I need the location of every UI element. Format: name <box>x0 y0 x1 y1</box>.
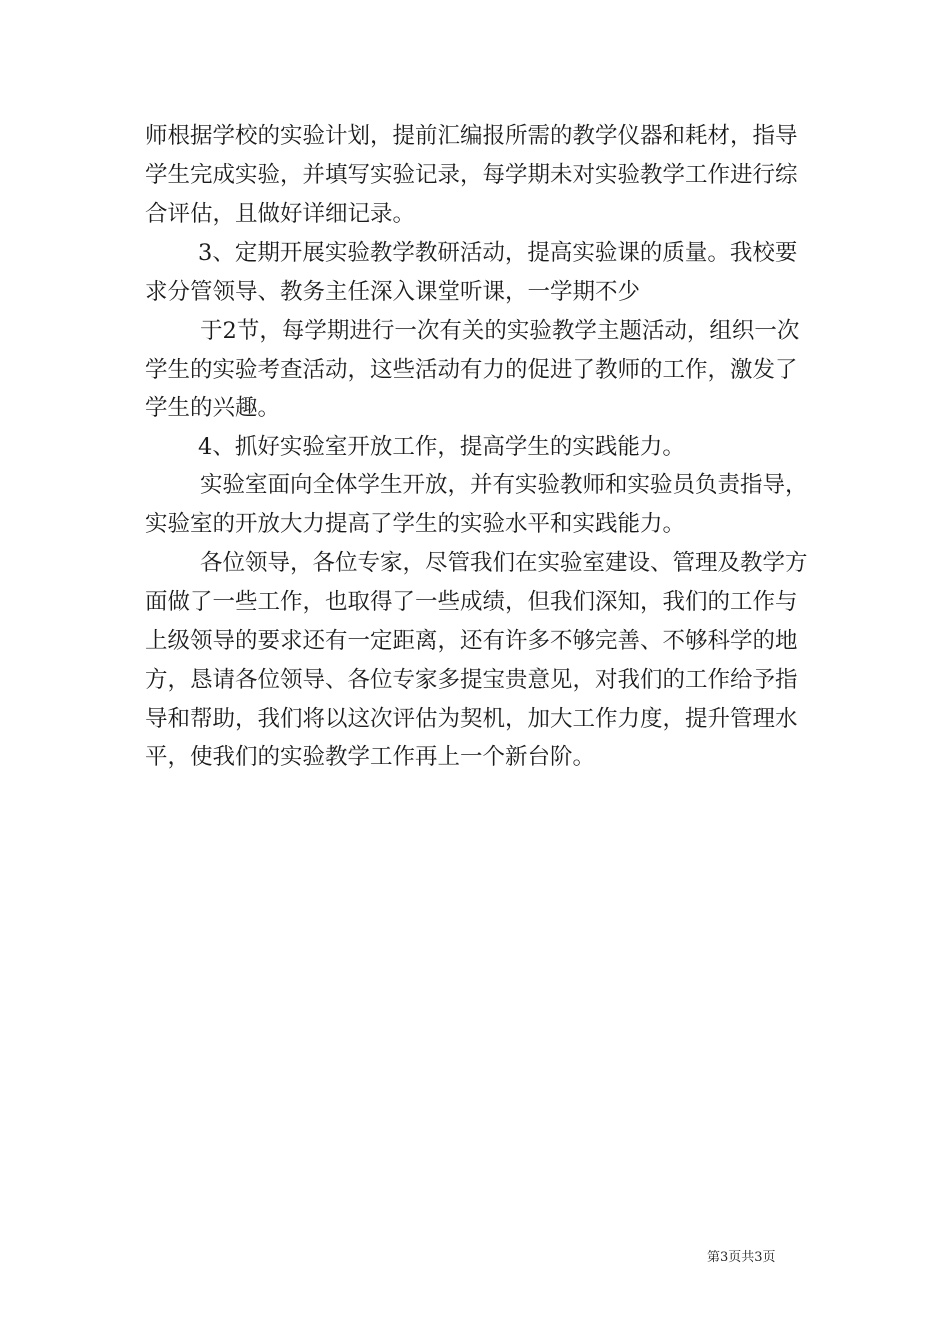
body-line-11: 实验室的开放大力提高了学生的实验水平和实践能力。 <box>145 511 686 537</box>
body-line-13: 面做了一些工作，也取得了一些成绩，但我们深知，我们的工作与 <box>145 589 798 615</box>
body-line-2: 学生完成实验，并填写实验记录，每学期未对实验教学工作进行综 <box>145 162 798 188</box>
body-line-1: 师根据学校的实验计划，提前汇编报所需的教学仪器和耗材，指导 <box>145 123 798 149</box>
body-line-8: 学生的兴趣。 <box>145 395 281 421</box>
body-line-5: 求分管领导、教务主任深入课堂听课，一学期不少 <box>145 279 641 305</box>
body-line-16: 导和帮助，我们将以这次评估为契机，加大工作力度，提升管理水 <box>145 706 798 732</box>
body-line-14: 上级领导的要求还有一定距离，还有许多不够完善、不够科学的地 <box>145 628 798 654</box>
body-line-6: 于2节，每学期进行一次有关的实验教学主题活动，组织一次 <box>200 318 800 344</box>
body-line-17: 平，使我们的实验教学工作再上一个新台阶。 <box>145 744 596 770</box>
body-line-15: 方，恳请各位领导、各位专家多提宝贵意见，对我们的工作给予指 <box>145 667 798 693</box>
body-line-7: 学生的实验考查活动，这些活动有力的促进了教师的工作，激发了 <box>145 357 798 383</box>
body-line-9: 4、抓好实验室开放工作，提高学生的实践能力。 <box>198 434 685 460</box>
body-line-4: 3、定期开展实验教学教研活动，提高实验课的质量。我校要 <box>198 240 798 266</box>
body-line-10: 实验室面向全体学生开放，并有实验教师和实验员负责指导， <box>200 472 808 498</box>
body-line-12: 各位领导，各位专家，尽管我们在实验室建设、管理及教学方 <box>200 550 808 576</box>
body-line-3: 合评估，且做好详细记录。 <box>145 201 416 227</box>
page-number-footer: 第3页共3页 <box>707 1250 776 1265</box>
